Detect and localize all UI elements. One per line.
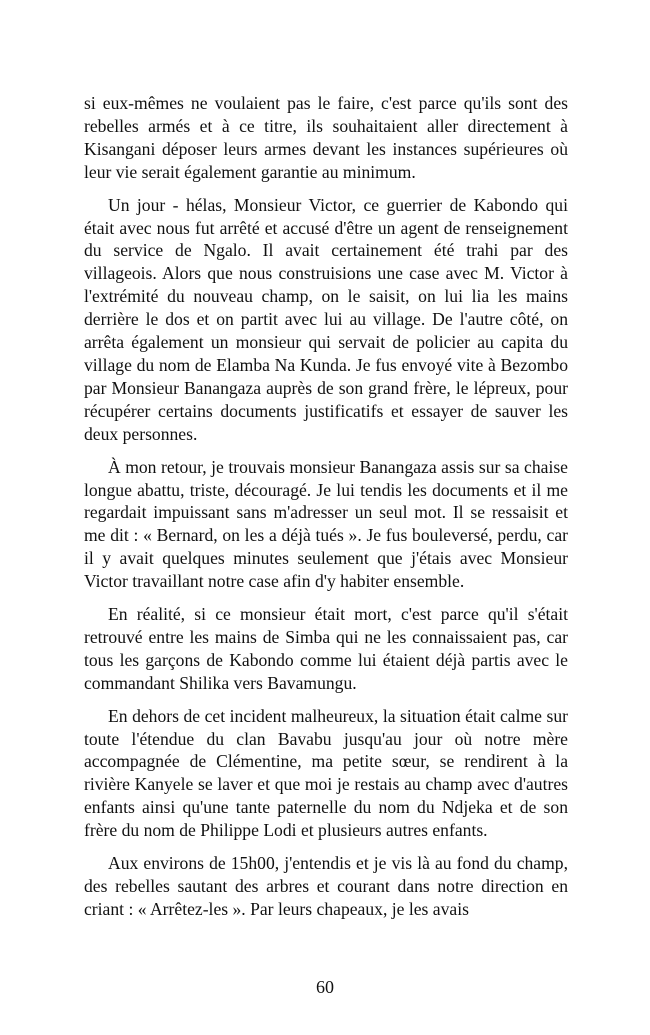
paragraph-reality: En réalité, si ce monsieur était mort, c'est parce qu'il s'était retrouvé entre les mains de Simba qui ne les connaissaient pas, car tous les garçons de Kabondo comme lui étaient déjà partis avec le commandant Shilika vers Bavamungu. (84, 604, 568, 693)
paragraph-return: À mon retour, je trouvais monsieur Banangaza assis sur sa chaise longue abattu, triste, découragé. Je lui tendis les documents et il me regardait impuissant sans m'adresser un seul mot. Il se ressaisit et me dit : « Bernard, on les a déjà tués ». Je fus bouleversé, perdu, car il y avait quelques minutes seulement que j'étais avec Monsieur Victor travaillant notre case afin d'y habiter ensemble. (84, 456, 568, 592)
page-body (84, 92, 568, 931)
paragraph-incident: En dehors de cet incident malheureux, la situation était calme sur toute l'étendue du clan Bavabu jusqu'au jour où notre mère accompagnée de Clémentine, ma petite sœur, se rendirent à la rivière Kanyele se laver et que moi je restais au champ avec d'autres enfants ainsi qu'une tante paternelle du nom du Ndjeka et de son frère du nom de Philippe Lodi et plusieurs autres enfants. (84, 705, 568, 841)
paragraph-rebels: Aux environs de 15h00, j'entendis et je vis là au fond du champ, des rebelles sautant des arbres et courant dans notre direction en criant : « Arrêtez-les ». Par leurs chapeaux, je les avais (84, 853, 568, 919)
page-number: 60 (316, 977, 334, 997)
paragraph-continuation: si eux-mêmes ne voulaient pas le faire, c'est parce qu'ils sont des rebelles armés et à ce titre, ils souhaitaient aller directement à Kisangani déposer leurs armes devant les instances supérieures où leur vie serait également garantie au minimum. (84, 93, 568, 182)
paragraph-arrest-victor: Un jour - hélas, Monsieur Victor, ce guerrier de Kabondo qui était avec nous fut arrêté et accusé d'être un agent de renseignement du service de Ngalo. Il avait certainement été trahi par des villageois. Alors que nous construisions une case avec M. Victor à l'extrémité du nouveau champ, on le saisit, on lui lia les mains derrière le dos et on partit avec lui au village. De l'autre côté, on arrêta également un monsieur qui servait de policier au capita du village du nom de Elamba Na Kunda. Je fus envoyé vite à Bezombo par Monsieur Banangaza auprès de son grand frère, le lépreux, pour récupérer certains documents justificatifs et essayer de sauver les deux personnes. (84, 194, 568, 444)
